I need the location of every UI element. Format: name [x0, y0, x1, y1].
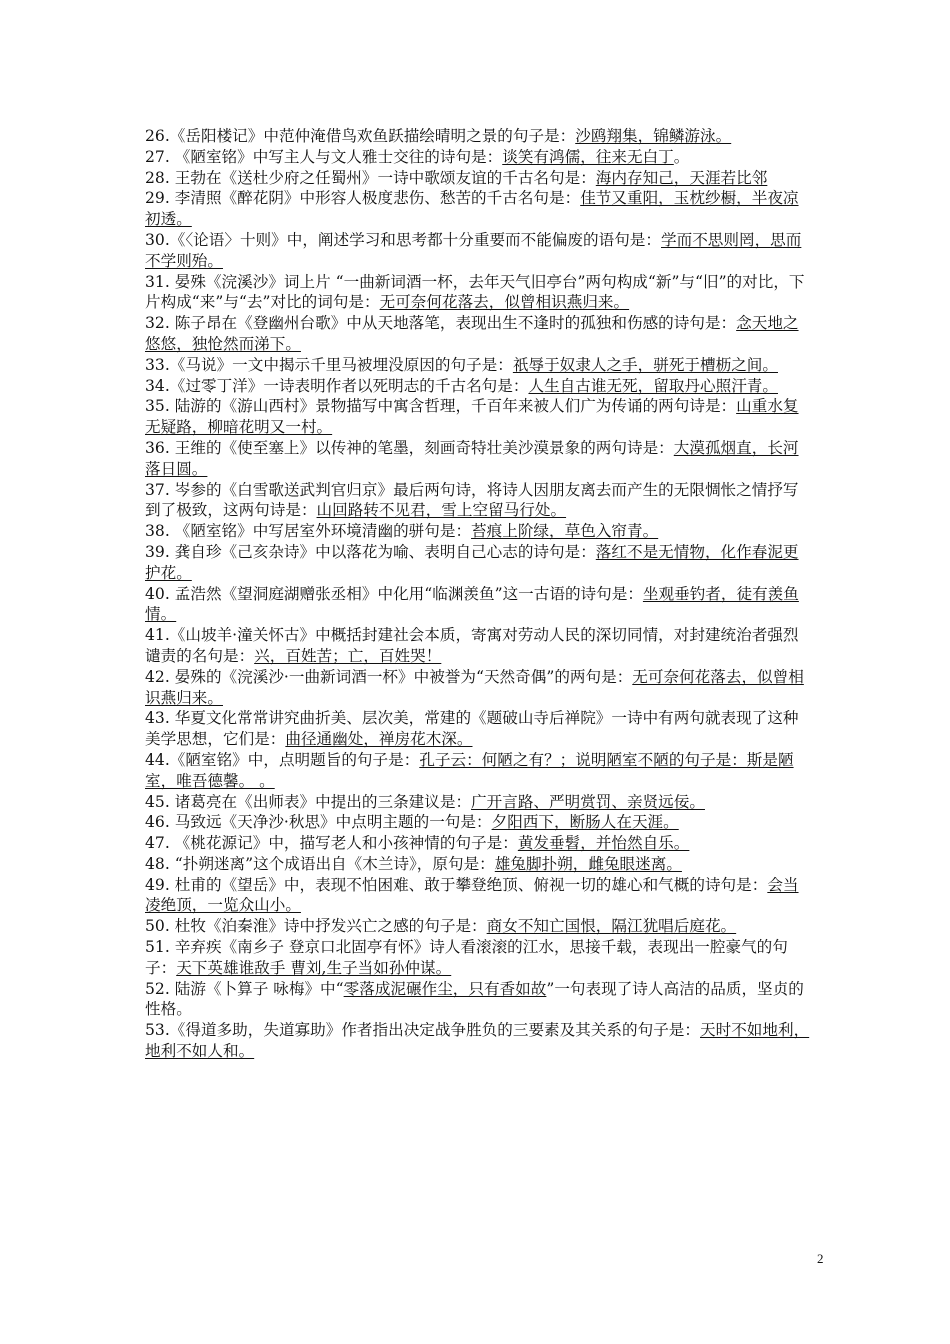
- list-item: [145, 168, 811, 189]
- answer-text: 沙鸥翔集，锦鳞游泳。: [575, 127, 732, 145]
- answer-text: 无可奈何花落去，似曾相识燕归来。: [379, 293, 630, 312]
- list-item: [145, 875, 811, 917]
- list-item: [145, 376, 811, 397]
- list-item: [145, 521, 811, 542]
- question-list: [145, 126, 811, 1062]
- question-text: 47. 《桃花源记》中，描写老人和小孩神情的句子是：: [145, 834, 518, 853]
- list-item: [145, 272, 811, 314]
- question-text: 35. 陆游的《游山西村》景物描写中寓含哲理，千百年来被人们广为传诵的两句诗是：: [145, 397, 737, 416]
- question-text: 53.《得道多助，失道寡助》作者指出决定战争胜负的三要素及其关系的句子是：: [145, 1021, 700, 1040]
- answer-text: 广开言路、严明赏罚、亲贤远佞。: [471, 792, 705, 811]
- list-item: [145, 313, 811, 355]
- question-text: 48. “扑朔迷离”这个成语出自《木兰诗》，原句是：: [145, 854, 495, 873]
- question-text: 37. 岑参的《白雪歌送武判官归京》最后两句诗，将诗人因朋友离去而产生的无限惆怅之情抒写到了极致，这两句诗是：: [145, 480, 799, 520]
- question-text: 38. 《陋室铭》中写居室外环境清幽的骈句是：: [145, 522, 472, 541]
- answer-text: 孔子云：何陋之有？；说明陋室不陋的句子是：斯是陋室，唯吾德馨。 。: [145, 750, 794, 790]
- answer-text: 夕阳西下，断肠人在天涯。: [491, 813, 679, 832]
- question-text: 31. 晏殊《浣溪沙》词上片 “一曲新词酒一杯，去年天气旧亭台”两句构成“新”与“旧”的对比，下片构成“来”与“去”对比的词句是：: [145, 272, 805, 312]
- answer-text: 坐观垂钓者，徒有羡鱼情。: [145, 584, 799, 624]
- answer-text: 曲径通幽处，禅房花木深。: [285, 730, 473, 749]
- list-item: [145, 667, 811, 709]
- answer-text: 苔痕上阶绿，草色入帘青。: [471, 522, 659, 541]
- list-item: [145, 750, 811, 792]
- list-item: [145, 480, 811, 522]
- question-text: 32. 陈子昂在《登幽州台歌》中从天地落笔，表现出生不逢时的孤独和伤感的诗句是：: [145, 314, 737, 333]
- question-text: 41.《山坡羊·潼关怀古》中概括封建社会本质，寄寓对劳动人民的深切同情，对封建统治者强烈谴责的名句是：: [145, 626, 799, 665]
- question-text: 29. 李清照《醉花阴》中形容人极度悲伤、愁苦的千古名句是：: [145, 189, 581, 208]
- list-item: [145, 979, 811, 1021]
- answer-text: 落红不是无情物，化作春泥更护花。: [145, 542, 799, 582]
- answer-text: 兴，百姓苦；亡，百姓哭！: [254, 646, 442, 665]
- list-item: [145, 854, 811, 875]
- list-item: [145, 396, 811, 438]
- question-tail: ”一句表现了诗人高洁的品质，坚贞的性格。: [145, 979, 804, 1019]
- question-text: 49. 杜甫的《望岳》中，表现不怕困难、敢于攀登绝顶、俯视一切的雄心和气概的诗句是：: [145, 875, 768, 894]
- answer-text: 学而不思则罔，思而不学则殆。: [145, 230, 802, 270]
- answer-text: 祇辱于奴隶人之手，骈死于槽枥之间。: [512, 355, 778, 374]
- list-item: [145, 542, 811, 584]
- question-text: 52. 陆游《卜算子 咏梅》中“: [145, 979, 344, 998]
- answer-text: 黄发垂髫，并怡然自乐。: [517, 834, 690, 853]
- list-item: [145, 792, 811, 813]
- list-item: [145, 625, 811, 667]
- question-text: 40. 孟浩然《望洞庭湖赠张丞相》中化用“临渊羡鱼”这一古语的诗句是：: [145, 584, 643, 603]
- answer-text: 商女不知亡国恨，隔江犹唱后庭花。: [486, 917, 737, 936]
- answer-text: 山重水复无疑路，柳暗花明又一村。: [145, 397, 799, 437]
- question-text: 28. 王勃在《送杜少府之任蜀州》一诗中歌颂友谊的千古名句是：: [145, 168, 596, 187]
- question-text: 42. 晏殊的《浣溪沙·一曲新词酒一杯》中被誉为“天然奇偶”的两句是：: [145, 667, 633, 686]
- list-item: [145, 188, 811, 230]
- answer-text: 佳节又重阳，玉枕纱橱，半夜凉初透。: [145, 189, 799, 229]
- list-item: [145, 126, 811, 147]
- question-text: 45. 诸葛亮在《出师表》中提出的三条建议是：: [145, 792, 472, 811]
- answer-text: 无可奈何花落去，似曾相识燕归来。: [145, 667, 804, 707]
- answer-text: 谈笑有鸿儒，往来无白丁: [502, 147, 674, 166]
- question-tail: 。: [673, 147, 690, 166]
- answer-text: 天时不如地利，地利不如人和。: [145, 1021, 810, 1061]
- list-item: [145, 584, 811, 626]
- list-item: [145, 833, 811, 854]
- list-item: [145, 438, 811, 480]
- question-text: 51. 辛弃疾《南乡子 登京口北固亭有怀》诗人看滚滚的江水，思接千载，表现出一腔豪气的句子：: [145, 938, 788, 977]
- page-number: 2: [817, 1251, 824, 1266]
- question-text: 27. 《陋室铭》中写主人与文人雅士交往的诗句是：: [145, 147, 503, 166]
- answer-text: 零落成泥碾作尘，只有香如故: [343, 979, 547, 998]
- question-text: 44.《陋室铭》中，点明题旨的句子是：: [145, 750, 420, 769]
- list-item: [145, 1020, 811, 1062]
- answer-text: 雄兔脚扑朔，雌兔眼迷离。: [494, 854, 682, 873]
- list-item: [145, 147, 811, 168]
- question-text: 36. 王维的《使至塞上》以传神的笔墨，刻画奇特壮美沙漠景象的两句诗是：: [145, 438, 674, 457]
- question-text: 46. 马致远《天净沙·秋思》中点明主题的一句是：: [145, 813, 492, 832]
- answer-text: 山回路转不见君，雪上空留马行处。: [316, 501, 567, 520]
- list-item: [145, 230, 811, 272]
- question-text: 26.《岳阳楼记》中范仲淹借鸟欢鱼跃描绘晴明之景的句子是：: [145, 127, 576, 145]
- list-item: [145, 937, 811, 979]
- answer-text: 人生自古谁无死，留取丹心照汗青。: [528, 376, 778, 395]
- question-text: 43. 华夏文化常常讲究曲折美、层次美，常建的《题破山寺后禅院》一诗中有两句就表现了这种美学思想，它们是：: [145, 709, 799, 749]
- question-text: 39. 龚自珍《己亥杂诗》中以落花为喻、表明自己心志的诗句是：: [145, 542, 596, 561]
- answer-text: 会当凌绝顶，一览众山小。: [145, 875, 799, 915]
- question-text: 50. 杜牧《泊秦淮》诗中抒发兴亡之感的句子是：: [145, 917, 487, 936]
- question-text: 30.《〈论语〉十则》中，阐述学习和思考都十分重要而不能偏废的语句是：: [145, 230, 661, 249]
- list-item: [145, 355, 811, 376]
- answer-text: 天下英雄谁敌手 曹刘,生子当如孙仲谋。: [176, 958, 452, 977]
- answer-text: 念天地之悠悠，独怆然而涕下。: [145, 314, 799, 353]
- answer-text: 海内存知己，天涯若比邻: [595, 168, 768, 187]
- question-text: 33.《马说》一文中揭示千里马被埋没原因的句子是：: [145, 355, 513, 374]
- list-item: [145, 916, 811, 937]
- list-item: [145, 812, 811, 833]
- answer-text: 大漠孤烟直，长河落日圆。: [145, 438, 799, 478]
- list-item: [145, 708, 811, 750]
- question-text: 34.《过零丁洋》一诗表明作者以死明志的千古名句是：: [145, 376, 529, 395]
